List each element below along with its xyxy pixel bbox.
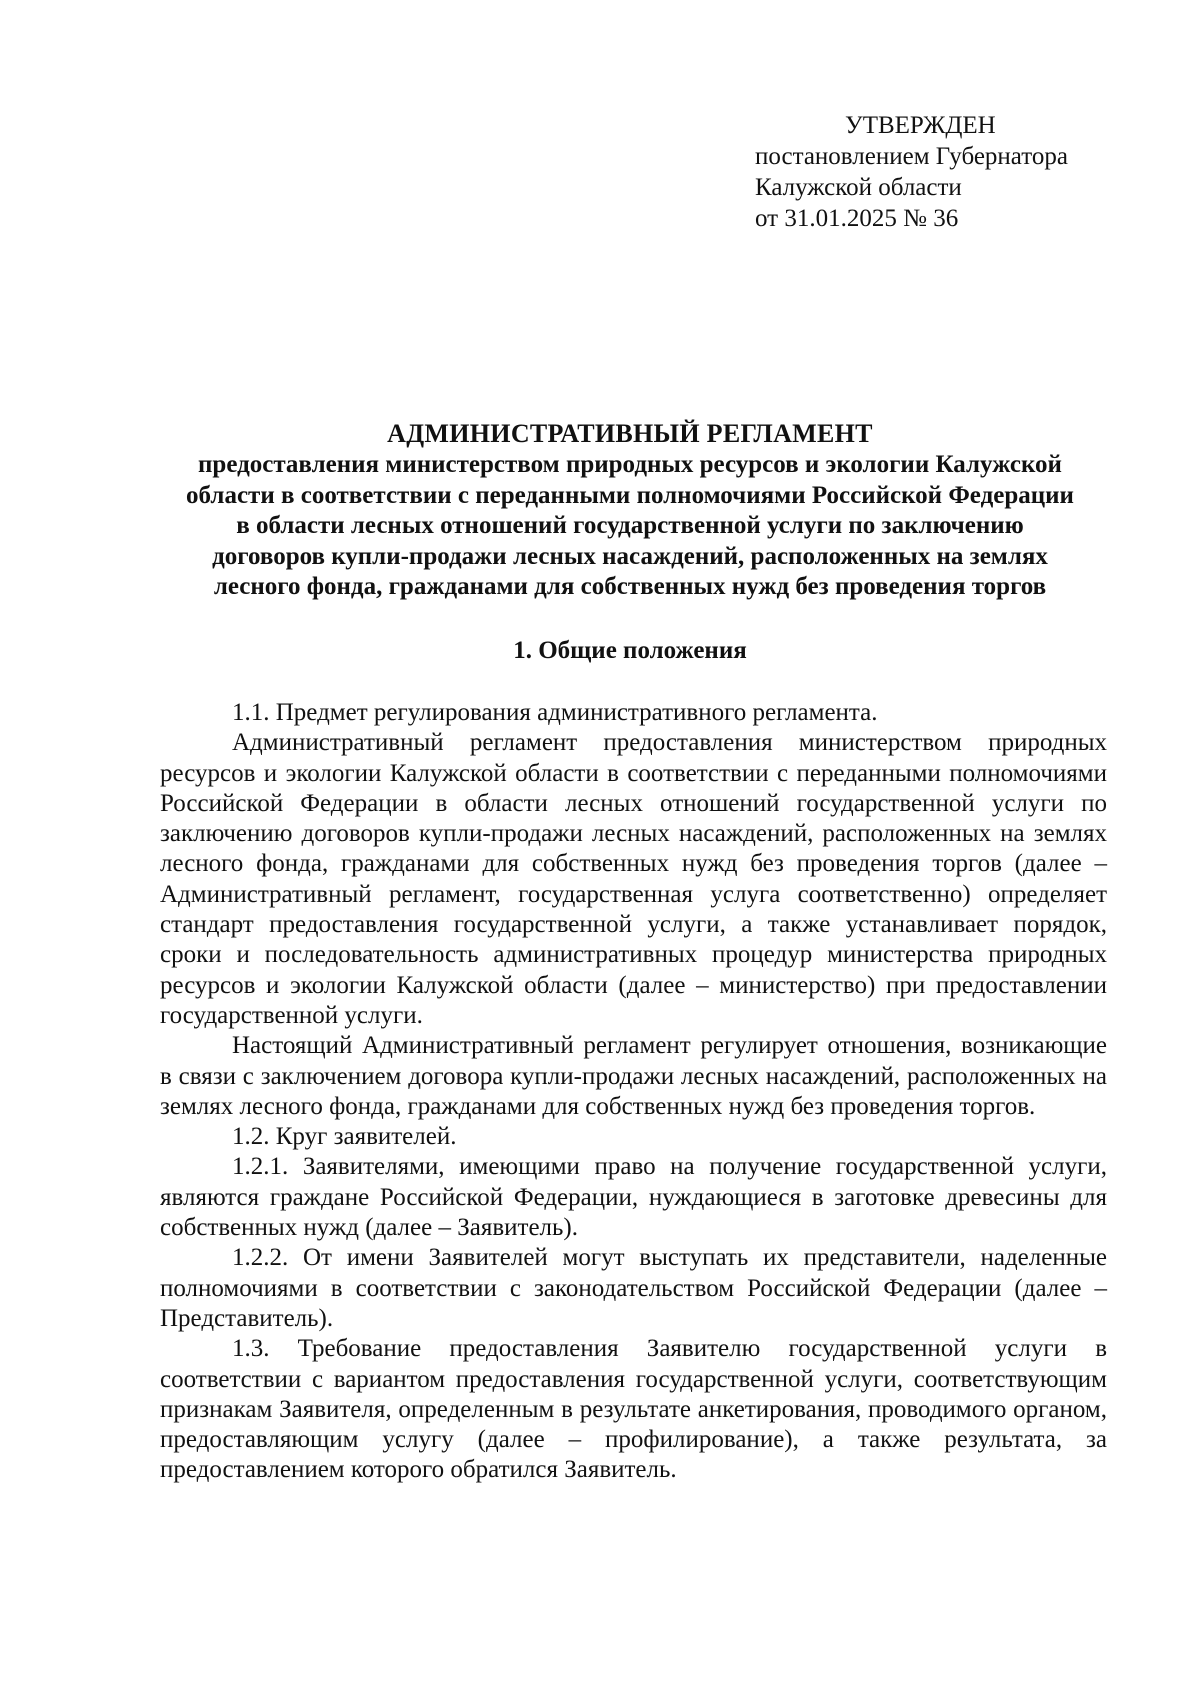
paragraph-1-1: 1.1. Предмет регулирования административного регламента. bbox=[232, 699, 878, 726]
approval-stamp-block bbox=[755, 110, 1068, 234]
paragraph-regulation-relations: Настоящий Административный регламент регулирует отношения, возникающие в связи с заключением договора купли-продажи лесных насаждений, расположенных на землях лесного фонда, гражданами для собственных нужд без проведения торгов. bbox=[160, 1032, 1107, 1120]
document-subtitle-line: лесного фонда, гражданами для собственных нужд без проведения торгов bbox=[213, 573, 1047, 600]
paragraph-1-2-1: 1.2.1. Заявителями, имеющими право на получение государственной услуги, являются граждане Российской Федерации, нуждающиеся в заготовке древесины для собственных нужд (далее – Заявитель). bbox=[160, 1153, 1107, 1242]
approval-line-date-number: от 31.01.2025 № 36 bbox=[755, 205, 959, 232]
paragraph-1-2-2: 1.2.2. От имени Заявителей могут выступать их представители, наделенные полномочиями в соответствии с законодательством Российской Федерации (далее – Представитель). bbox=[160, 1244, 1107, 1332]
approval-line-decree: постановлением Губернатора bbox=[755, 143, 1068, 170]
paragraph-regulation-scope: Административный регламент предоставления министерством природных ресурсов и экологии Калужской области в соответствии с переданными полномочиями Российской Федерации в области лесных отношений государственной услуги по заключению договоров купли-продажи лесных насаждений, расположенных на землях лесного фонда, гражданами для собственных нужд без проведения торгов (далее – Административный регламент, государственная услуга соответственно) определяет стандарт предоставления государственной услуги, а также устанавливает порядок, сроки и последовательность административных процедур министерства природных ресурсов и экологии Калужской области (далее – министерство) при предоставлении государственной услуги. bbox=[160, 729, 1107, 1029]
document-subtitle-line: в области лесных отношений государственной услуги по заключению bbox=[236, 512, 1024, 539]
document-subtitle-line: предоставления министерством природных ресурсов и экологии Калужской bbox=[198, 451, 1062, 478]
section-heading: 1. Общие положения bbox=[513, 637, 747, 664]
approval-line-region: Калужской области bbox=[755, 174, 962, 201]
document-subtitle-line: договоров купли-продажи лесных насаждений, расположенных на землях bbox=[212, 542, 1048, 570]
paragraph-1-2: 1.2. Круг заявителей. bbox=[232, 1123, 457, 1151]
document-body bbox=[160, 698, 1107, 1486]
document-title: АДМИНИСТРАТИВНЫЙ РЕГЛАМЕНТ bbox=[387, 419, 873, 448]
document-subtitle-line: области в соответствии с переданными полномочиями Российской Федерации bbox=[186, 481, 1074, 509]
document-header bbox=[150, 418, 1110, 603]
paragraph-1-3: 1.3. Требование предоставления Заявителю государственной услуги в соответствии с вариантом предоставления государственной услуги, соответствующим признакам Заявителя, определенным в результате анкетирования, проводимого органом, предоставляющим услугу (далее – профилирование), а также результата, за предоставлением которого обратился Заявитель. bbox=[160, 1335, 1107, 1484]
approval-title: УТВЕРЖДЕН bbox=[845, 112, 996, 139]
